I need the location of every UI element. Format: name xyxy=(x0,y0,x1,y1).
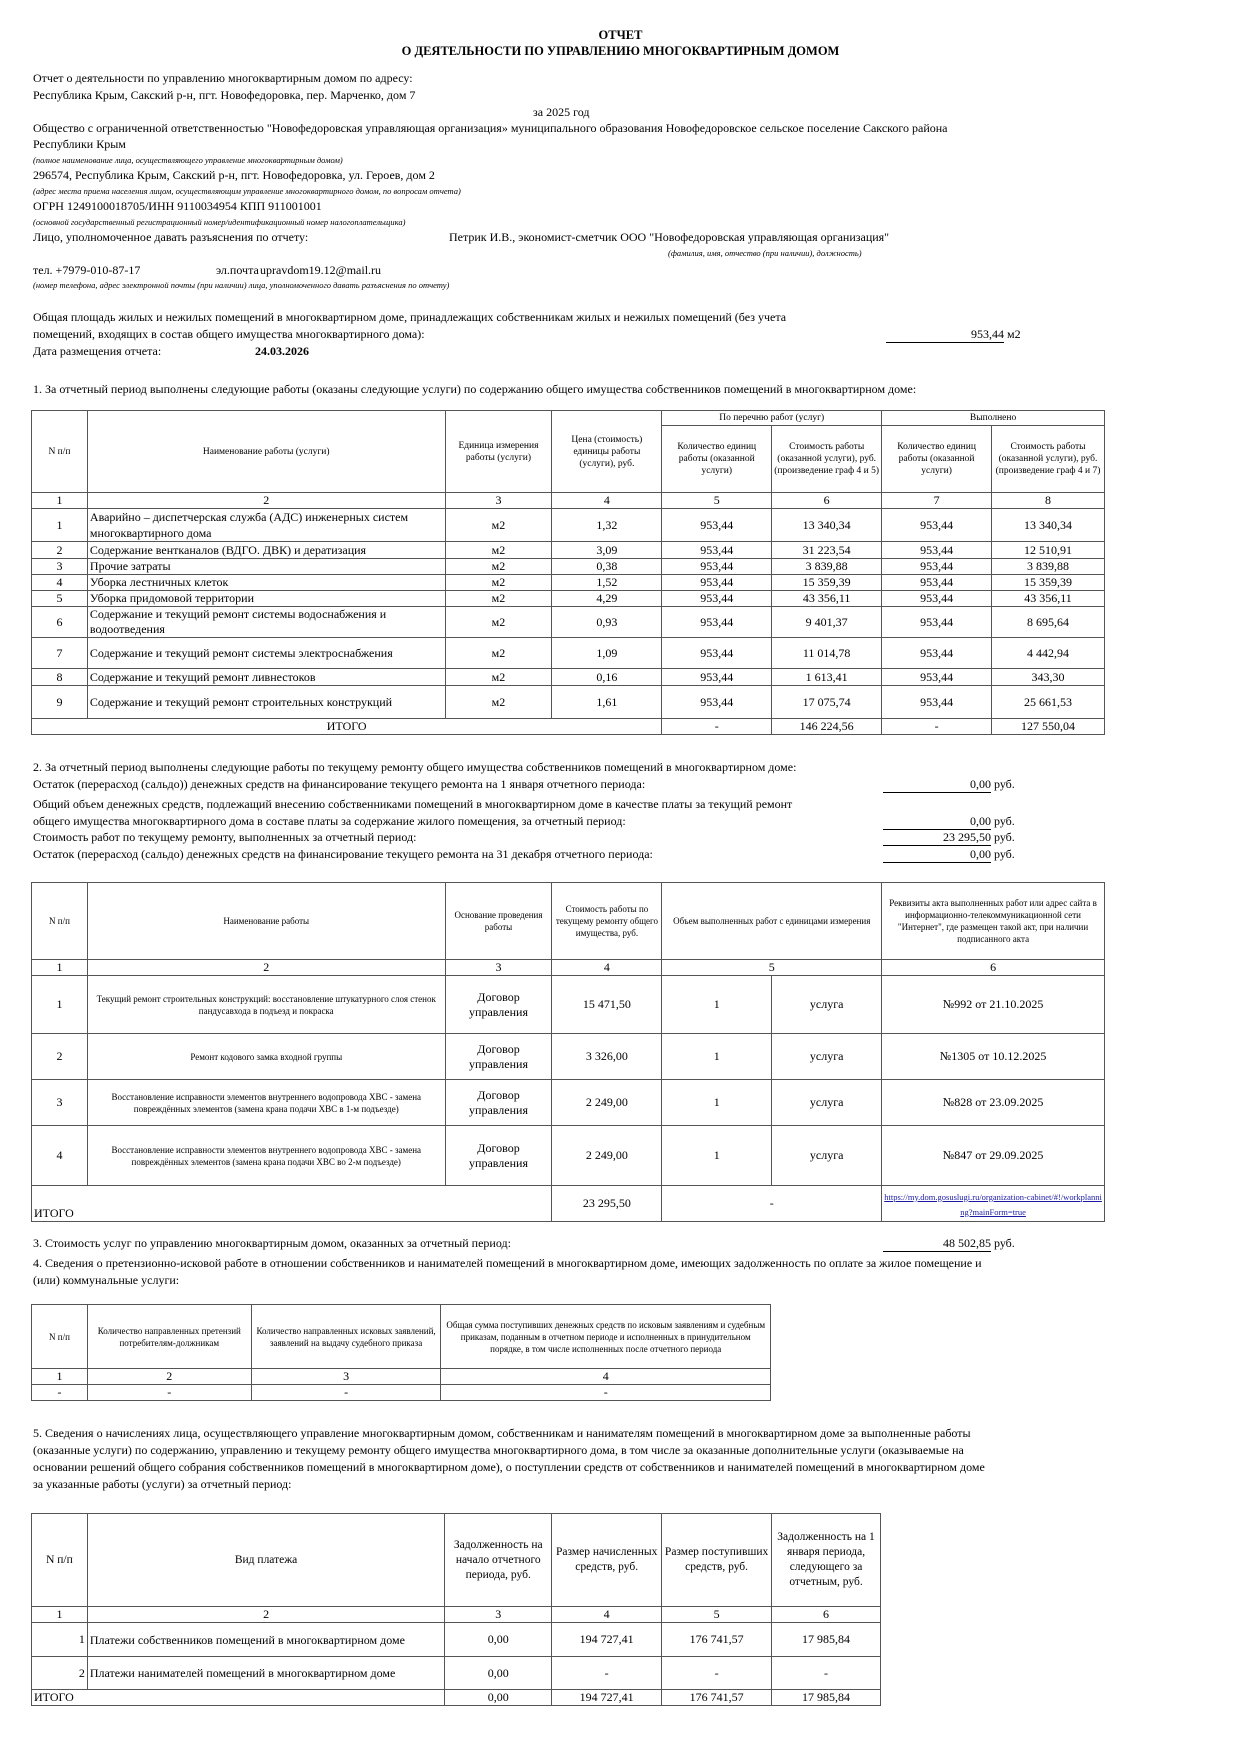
row-unit: м2 xyxy=(445,638,552,669)
repair-works-table xyxy=(31,882,1105,1222)
row-name: Содержание и текущий ремонт системы электроснабжения xyxy=(87,638,445,669)
total-charged: 194 727,41 xyxy=(552,1690,662,1706)
maintenance-works-table xyxy=(31,410,1105,735)
row-qty: 1 xyxy=(662,976,772,1034)
house-address: Республика Крым, Сакский р-н, пгт. Новофедоровка, пер. Марченко, дом 7 xyxy=(33,88,416,102)
table-row xyxy=(32,976,1105,1034)
col-number: 4 xyxy=(552,493,662,509)
col-number: 2 xyxy=(87,1607,444,1623)
gosuslugi-workplanning-link[interactable]: https://my.dom.gosuslugi.ru/organization-cabinet/#!/workplanning?mainForm=true xyxy=(884,1191,1102,1217)
col-number: 7 xyxy=(882,493,992,509)
row-name: Содержание вентканалов (ВДГО. ДВК) и дератизация xyxy=(87,542,445,559)
col-number: 1 xyxy=(32,493,88,509)
row-unit: м2 xyxy=(445,509,552,542)
total-label: ИТОГО xyxy=(32,719,662,735)
row-charged: - xyxy=(552,1657,662,1690)
currency: руб. xyxy=(994,830,1015,844)
row-received: 176 741,57 xyxy=(662,1623,772,1657)
row-name: Содержание и текущий ремонт системы водоснабжения и водоотведения xyxy=(87,607,445,638)
column-numbers-row xyxy=(32,493,1105,509)
area-text-line2: помещений, входящих в состав общего имущества многоквартирного дома): xyxy=(33,327,425,341)
row-price: 0,38 xyxy=(552,559,662,575)
reception-caption: (адрес места приема населения лицом, осуществляющим управление многоквартирного домом, по вопросам отчета) xyxy=(33,186,461,196)
col-done-cost-header: Стоимость работы (оказанной услуги), руб. (произведение граф 4 и 7) xyxy=(992,426,1105,493)
total-plan-cost: 146 224,56 xyxy=(772,719,882,735)
row-done-qty: 953,44 xyxy=(882,575,992,591)
total-debt-end: 17 985,84 xyxy=(772,1690,881,1706)
row-name: Аварийно – диспетчерская служба (АДС) инженерных систем многоквартирного дома xyxy=(87,509,445,542)
row-done-qty: 953,44 xyxy=(882,591,992,607)
section5-heading-line3: основании решений общего собрания собственников помещений в многоквартирном доме), о поступлении средств от собственников и нанимателей помещений в многоквартирном доме xyxy=(33,1460,985,1474)
row-num: 4 xyxy=(32,575,88,591)
row-cost: 2 249,00 xyxy=(552,1126,662,1186)
col-debt-start-header: Задолженность на начало отчетного периода, руб. xyxy=(445,1514,552,1607)
row-num: 3 xyxy=(32,1080,88,1126)
col-number: 1 xyxy=(32,1369,88,1385)
row-plan-cost: 43 356,11 xyxy=(772,591,882,607)
table-row xyxy=(32,575,1105,591)
table-row xyxy=(32,1385,771,1401)
row-basis: Договор управления xyxy=(445,1080,552,1126)
col-number: 8 xyxy=(992,493,1105,509)
column-numbers-row xyxy=(32,1369,771,1385)
col-number: 2 xyxy=(87,493,445,509)
col-number: 3 xyxy=(445,960,552,976)
col-sum-header: Общая сумма поступивших денежных средств по исковым заявлениям и судебным приказам, поданным в отчетном периоде и исполненных в принудительном порядке, в том числе исполненных после отчетного периода xyxy=(441,1305,771,1369)
row-name: Ремонт кодового замка входной группы xyxy=(87,1034,445,1080)
contact-person: Петрик И.В., экономист-сметчик ООО "Новофедоровская управляющая организация" xyxy=(449,230,890,244)
col-number: 4 xyxy=(441,1369,771,1385)
col-number: 6 xyxy=(882,960,1105,976)
section4-heading-line2: (или) коммунальные услуги: xyxy=(33,1273,180,1287)
row-price: 1,52 xyxy=(552,575,662,591)
total-debt-start: 0,00 xyxy=(445,1690,552,1706)
balance-start-value: 0,00 xyxy=(883,777,991,793)
table-row xyxy=(32,591,1105,607)
row-cost: 3 326,00 xyxy=(552,1034,662,1080)
section1-heading: 1. За отчетный период выполнены следующие работы (оказаны следующие услуги) по содержанию общего имущества собственников помещений в многоквартирном доме: xyxy=(33,382,917,396)
group-done-header: Выполнено xyxy=(882,411,1105,426)
col-number: 6 xyxy=(772,1607,881,1623)
payments-table xyxy=(31,1513,881,1706)
org-name-caption: (полное наименование лица, осуществляющего управление многоквартирным домом) xyxy=(33,155,343,165)
row-charged: 194 727,41 xyxy=(552,1623,662,1657)
row-done-qty: 953,44 xyxy=(882,607,992,638)
row-type: Платежи нанимателей помещений в многоквартирном доме xyxy=(87,1657,444,1690)
date-label: Дата размещения отчета: xyxy=(33,344,162,358)
row-plan-cost: 3 839,88 xyxy=(772,559,882,575)
total-row xyxy=(32,1690,881,1706)
row-done-cost: 343,30 xyxy=(992,669,1105,686)
row-plan-qty: 953,44 xyxy=(662,607,772,638)
col-number: 2 xyxy=(87,960,445,976)
col-number: 6 xyxy=(772,493,882,509)
email-address: upravdom19.12@mail.ru xyxy=(260,263,382,277)
row-claims: - xyxy=(87,1385,251,1401)
total-cost: 23 295,50 xyxy=(552,1186,662,1222)
table-row xyxy=(32,1657,881,1690)
table-row xyxy=(32,1034,1105,1080)
currency: руб. xyxy=(994,777,1015,791)
col-number: 4 xyxy=(552,960,662,976)
total-funds-label-line1: Общий объем денежных средств, подлежащий внесению собственниками помещений в многоквартирном доме в качестве платы за текущий ремонт xyxy=(33,797,793,811)
row-done-cost: 43 356,11 xyxy=(992,591,1105,607)
row-debt-end: 17 985,84 xyxy=(772,1623,881,1657)
col-plan-cost-header: Стоимость работы (оказанной услуги), руб. (произведение граф 4 и 5) xyxy=(772,426,882,493)
col-number: 2 xyxy=(87,1369,251,1385)
total-received: 176 741,57 xyxy=(662,1690,772,1706)
col-number: 5 xyxy=(662,960,882,976)
area-text-line1: Общая площадь жилых и нежилых помещений в многоквартирном доме, принадлежащих собственникам жилых и нежилых помещений (без учета xyxy=(33,310,787,324)
row-basis: Договор управления xyxy=(445,1126,552,1186)
row-unit: м2 xyxy=(445,559,552,575)
row-qty: 1 xyxy=(662,1080,772,1126)
total-row xyxy=(32,1186,1105,1222)
section4-heading-line1: 4. Сведения о претензионно-исковой работе в отношении собственников и нанимателей помещений в многоквартирном доме, имеющих задолженность по оплате за жилое помещение и xyxy=(33,1256,982,1270)
row-done-cost: 8 695,64 xyxy=(992,607,1105,638)
area-unit: м2 xyxy=(1007,327,1021,341)
col-number: 1 xyxy=(32,960,88,976)
row-plan-cost: 15 359,39 xyxy=(772,575,882,591)
col-num-header: N п/п xyxy=(32,1305,88,1369)
phone: тел. +7979-010-87-17 xyxy=(33,263,141,277)
area-value: 953,44 xyxy=(886,327,1004,343)
row-price: 3,09 xyxy=(552,542,662,559)
row-qty: 1 xyxy=(662,1126,772,1186)
row-num: 2 xyxy=(32,542,88,559)
table-row xyxy=(32,1623,881,1657)
works-cost-label: Стоимость работ по текущему ремонту, выполненных за отчетный период: xyxy=(33,830,417,844)
col-number: 3 xyxy=(251,1369,441,1385)
report-period: за 2025 год xyxy=(533,105,590,119)
row-done-qty: 953,44 xyxy=(882,686,992,719)
total-label: ИТОГО xyxy=(32,1690,445,1706)
management-cost-value: 48 502,85 xyxy=(883,1236,991,1252)
row-basis: Договор управления xyxy=(445,976,552,1034)
table-row xyxy=(32,607,1105,638)
row-basis: Договор управления xyxy=(445,1034,552,1080)
row-unit: м2 xyxy=(445,542,552,559)
currency: руб. xyxy=(994,847,1015,861)
row-unit: м2 xyxy=(445,686,552,719)
row-name: Уборка лестничных клеток xyxy=(87,575,445,591)
phone-caption: (номер телефона, адрес электронной почты (при наличии) лица, уполномоченного давать разъяснения по отчету) xyxy=(33,280,450,290)
balance-end-value: 0,00 xyxy=(883,847,991,863)
row-plan-cost: 1 613,41 xyxy=(772,669,882,686)
currency: руб. xyxy=(994,1236,1015,1250)
row-name: Содержание и текущий ремонт ливнестоков xyxy=(87,669,445,686)
row-unit: м2 xyxy=(445,575,552,591)
table-row xyxy=(32,638,1105,669)
balance-start-label: Остаток (перерасход (сальдо)) денежных средств на финансирование текущего ремонта на 1 января отчетного периода: xyxy=(33,777,646,791)
row-name: Прочие затраты xyxy=(87,559,445,575)
col-name-header: Наименование работы xyxy=(87,883,445,960)
col-type-header: Вид платежа xyxy=(87,1514,444,1607)
row-unit: м2 xyxy=(445,591,552,607)
row-num: - xyxy=(32,1385,88,1401)
row-num: 2 xyxy=(32,1657,88,1690)
row-name: Восстановление исправности элементов внутреннего водопровода ХВС - замена повреждённых элементов (замена крана подачи ХВС во 2-м подъезде) xyxy=(87,1126,445,1186)
email-label: эл.почта xyxy=(216,263,259,277)
col-claims-header: Количество направленных претензий потребителям-должникам xyxy=(87,1305,251,1369)
row-num: 2 xyxy=(32,1034,88,1080)
row-plan-qty: 953,44 xyxy=(662,559,772,575)
section2-heading: 2. За отчетный период выполнены следующие работы по текущему ремонту общего имущества собственников помещений в многоквартирном доме: xyxy=(33,760,797,774)
row-act: №1305 от 10.12.2025 xyxy=(882,1034,1105,1080)
row-debt-start: 0,00 xyxy=(445,1623,552,1657)
address-intro: Отчет о деятельности по управлению многоквартирным домом по адресу: xyxy=(33,71,413,85)
col-volume-header: Объем выполненных работ с единицами измерения xyxy=(662,883,882,960)
col-plan-qty-header: Количество единиц работы (оказанной услуги) xyxy=(662,426,772,493)
row-cost: 15 471,50 xyxy=(552,976,662,1034)
col-cost-header: Стоимость работы по текущему ремонту общего имущества, руб. xyxy=(552,883,662,960)
row-done-qty: 953,44 xyxy=(882,542,992,559)
col-charged-header: Размер начисленных средств, руб. xyxy=(552,1514,662,1607)
row-suits: - xyxy=(251,1385,441,1401)
row-qty: 1 xyxy=(662,1034,772,1080)
total-done-qty: - xyxy=(882,719,992,735)
row-done-cost: 4 442,94 xyxy=(992,638,1105,669)
row-unit: услуга xyxy=(772,976,882,1034)
total-label: ИТОГО xyxy=(32,1186,552,1222)
row-done-cost: 25 661,53 xyxy=(992,686,1105,719)
total-done-cost: 127 550,04 xyxy=(992,719,1105,735)
row-name: Восстановление исправности элементов внутреннего водопровода ХВС - замена повреждённых элементов (замена крана подачи ХВС в 1-м подъезде) xyxy=(87,1080,445,1126)
row-done-cost: 13 340,34 xyxy=(992,509,1105,542)
total-funds-label-line2: общего имущества многоквартирного дома в составе платы за содержание жилого помещения, за отчетный период: xyxy=(33,814,626,828)
row-num: 1 xyxy=(32,509,88,542)
table-row xyxy=(32,1126,1105,1186)
row-plan-qty: 953,44 xyxy=(662,686,772,719)
col-number: 4 xyxy=(552,1607,662,1623)
row-price: 0,93 xyxy=(552,607,662,638)
works-cost-value: 23 295,50 xyxy=(883,830,991,846)
row-done-cost: 3 839,88 xyxy=(992,559,1105,575)
row-num: 1 xyxy=(32,976,88,1034)
row-unit: услуга xyxy=(772,1080,882,1126)
total-row xyxy=(32,719,1105,735)
row-plan-qty: 953,44 xyxy=(662,542,772,559)
date-value: 24.03.2026 xyxy=(255,344,309,358)
row-num: 9 xyxy=(32,686,88,719)
row-price: 1,61 xyxy=(552,686,662,719)
table-row xyxy=(32,509,1105,542)
contact-label: Лицо, уполномоченное давать разъяснения по отчету: xyxy=(33,230,309,244)
row-done-qty: 953,44 xyxy=(882,669,992,686)
col-price-header: Цена (стоимость) единицы работы (услуги), руб. xyxy=(552,411,662,493)
row-price: 1,32 xyxy=(552,509,662,542)
row-plan-cost: 13 340,34 xyxy=(772,509,882,542)
reception-address: 296574, Республика Крым, Сакский р-н, пгт. Новофедоровка, ул. Героев, дом 2 xyxy=(33,168,435,182)
report-subtitle: О ДЕЯТЕЛЬНОСТИ ПО УПРАВЛЕНИЮ МНОГОКВАРТИРНЫМ ДОМОМ xyxy=(401,44,840,58)
row-price: 0,16 xyxy=(552,669,662,686)
row-num: 3 xyxy=(32,559,88,575)
row-received: - xyxy=(662,1657,772,1690)
row-act: №992 от 21.10.2025 xyxy=(882,976,1105,1034)
row-num: 4 xyxy=(32,1126,88,1186)
col-done-qty-header: Количество единиц работы (оказанной услуги) xyxy=(882,426,992,493)
row-plan-qty: 953,44 xyxy=(662,638,772,669)
row-plan-cost: 11 014,78 xyxy=(772,638,882,669)
ogrn-inn-kpp: ОГРН 1249100018705/ИНН 9110034954 КПП 911001001 xyxy=(33,199,322,213)
row-type: Платежи собственников помещений в многоквартирном доме xyxy=(87,1623,444,1657)
row-name: Содержание и текущий ремонт строительных конструкций xyxy=(87,686,445,719)
currency: руб. xyxy=(994,814,1015,828)
row-plan-qty: 953,44 xyxy=(662,575,772,591)
table-row xyxy=(32,669,1105,686)
contact-caption: (фамилия, имя, отчество (при наличии), должность) xyxy=(668,248,862,258)
row-done-qty: 953,44 xyxy=(882,638,992,669)
table-row xyxy=(32,559,1105,575)
org-name-line1: Общество с ограниченной ответственностью "Новофедоровская управляющая организация» муниципального образования Новофедоровское сельское поселение Сакского района xyxy=(33,121,948,135)
row-num: 6 xyxy=(32,607,88,638)
row-act: №847 от 29.09.2025 xyxy=(882,1126,1105,1186)
row-plan-cost: 17 075,74 xyxy=(772,686,882,719)
row-plan-qty: 953,44 xyxy=(662,509,772,542)
col-unit-header: Единица измерения работы (услуги) xyxy=(445,411,552,493)
row-unit: м2 xyxy=(445,607,552,638)
row-plan-qty: 953,44 xyxy=(662,669,772,686)
section5-heading-line1: 5. Сведения о начислениях лица, осуществляющего управление многоквартирным домом, собственникам и нанимателям помещений в многоквартирном доме за выполненные работы xyxy=(33,1426,971,1440)
col-number: 5 xyxy=(662,493,772,509)
section5-heading-line2: (оказанные услуги) по содержанию, управлению и текущему ремонту общего имущества многоквартирного дома, в том числе за оказанные дополнительные услуги (оказываемые на xyxy=(33,1443,964,1457)
row-num: 1 xyxy=(32,1623,88,1657)
group-plan-header: По перечню работ (услуг) xyxy=(662,411,882,426)
total-volume: - xyxy=(662,1186,882,1222)
col-num-header: N п/п xyxy=(32,411,88,493)
col-received-header: Размер поступивших средств, руб. xyxy=(662,1514,772,1607)
col-suits-header: Количество направленных исковых заявлений, заявлений на выдачу судебного приказа xyxy=(251,1305,441,1369)
row-sum: - xyxy=(441,1385,771,1401)
row-done-cost: 15 359,39 xyxy=(992,575,1105,591)
row-done-cost: 12 510,91 xyxy=(992,542,1105,559)
ogrn-caption: (основной государственный регистрационный номер/идентификационный номер налогоплательщика) xyxy=(33,217,406,227)
claims-table xyxy=(31,1304,771,1401)
col-name-header: Наименование работы (услуги) xyxy=(87,411,445,493)
section5-heading-line4: за указанные работы (услуги) за отчетный период: xyxy=(33,1477,292,1491)
col-num-header: N п/п xyxy=(32,883,88,960)
total-plan-qty: - xyxy=(662,719,772,735)
col-act-header: Реквизиты акта выполненных работ или адрес сайта в информационно-телекоммуникационной сети "Интернет", где размещен такой акт, при наличии подписанного акта xyxy=(882,883,1105,960)
row-num: 7 xyxy=(32,638,88,669)
col-num-header: N п/п xyxy=(32,1514,88,1607)
row-debt-end: - xyxy=(772,1657,881,1690)
col-debt-end-header: Задолженность на 1 января периода, следующего за отчетным, руб. xyxy=(772,1514,881,1607)
report-title: ОТЧЕТ xyxy=(598,28,643,42)
row-debt-start: 0,00 xyxy=(445,1657,552,1690)
row-plan-qty: 953,44 xyxy=(662,591,772,607)
row-cost: 2 249,00 xyxy=(552,1080,662,1126)
row-plan-cost: 31 223,54 xyxy=(772,542,882,559)
col-number: 1 xyxy=(32,1607,88,1623)
org-name-line2: Республики Крым xyxy=(33,137,126,151)
table-row xyxy=(32,542,1105,559)
table-row xyxy=(32,686,1105,719)
balance-end-label: Остаток (перерасход (сальдо) денежных средств на финансирование текущего ремонта на 31 декабря отчетного периода: xyxy=(33,847,653,861)
table-row xyxy=(32,1080,1105,1126)
row-unit: услуга xyxy=(772,1126,882,1186)
row-unit: м2 xyxy=(445,669,552,686)
col-basis-header: Основание проведения работы xyxy=(445,883,552,960)
row-plan-cost: 9 401,37 xyxy=(772,607,882,638)
row-num: 5 xyxy=(32,591,88,607)
row-num: 8 xyxy=(32,669,88,686)
row-name: Уборка придомовой территории xyxy=(87,591,445,607)
row-done-qty: 953,44 xyxy=(882,509,992,542)
row-unit: услуга xyxy=(772,1034,882,1080)
column-numbers-row xyxy=(32,1607,881,1623)
total-funds-value: 0,00 xyxy=(883,814,991,830)
col-number: 3 xyxy=(445,493,552,509)
row-name: Текущий ремонт строительных конструкций: восстановление штукатурного слоя стенок пандусавхода в подъезд и покраска xyxy=(87,976,445,1034)
col-number: 3 xyxy=(445,1607,552,1623)
column-numbers-row xyxy=(32,960,1105,976)
row-act: №828 от 23.09.2025 xyxy=(882,1080,1105,1126)
row-done-qty: 953,44 xyxy=(882,559,992,575)
row-price: 1,09 xyxy=(552,638,662,669)
management-cost-label: 3. Стоимость услуг по управлению многоквартирным домом, оказанных за отчетный период: xyxy=(33,1236,511,1250)
col-number: 5 xyxy=(662,1607,772,1623)
row-price: 4,29 xyxy=(552,591,662,607)
